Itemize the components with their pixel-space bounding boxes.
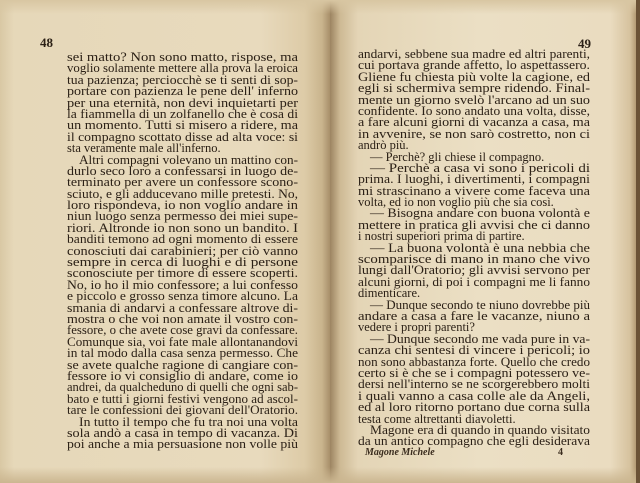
text-line-content: terminato per avere un confessore scono- (67, 175, 298, 190)
text-line-content: smania di andarvi a confessare altrove di- (67, 300, 298, 315)
text-line-content: confidente. Io sono andato una volta, disse, (358, 103, 590, 118)
text-line-content: banditi temono ad ogni momento di essere (67, 232, 298, 247)
text-line-content: — Bisogna andare con buona volontà e (370, 206, 590, 221)
text-line-content: — Perchè a casa vi sono i pericoli di (370, 160, 590, 175)
text-line-content: ed al loro ritorno portano due corna sulla (358, 400, 590, 415)
page-shading (0, 0, 330, 14)
text-line-content: — Perchè? gli chiese il compagno. (370, 149, 545, 164)
text-line-content: a fare alcuni giorni di vacanza a casa, ma (358, 115, 590, 130)
text-line-content: voglio solamente mettere alla prova la eroica (67, 61, 298, 76)
text-line-content: sconosciute per timore di essere scoperti. (67, 266, 298, 281)
text-line-content: se avete qualche ragione di cangiare con- (67, 357, 298, 372)
text-line-content: poi anche a mia persuasione non volle più (67, 437, 298, 452)
text-line-content: portare con pazienza le pene dell' inferno (67, 84, 298, 99)
footer-title: Magone Michele (365, 447, 435, 458)
text-line-content: Magone era di quando in quando visitato (370, 422, 590, 437)
text-line-content: — La buona volontà è una nebbia che (370, 240, 590, 255)
text-line-content: tua pazienza; perciocchè se ti senti di sop- (67, 72, 298, 87)
text-line-content: bato e tutti i giorni festivi vengono ad ascol- (67, 391, 298, 406)
text-line-content: tare le confessioni dei giovani dell'Oratorio. (67, 403, 298, 418)
text-line-content: Altri compagni volevano un mattino con- (79, 152, 298, 167)
text-line-content: andare a casa a fare le vacanze, niuno a (358, 308, 590, 323)
text-line (67, 439, 298, 450)
text-line-content: e piccolo e grosso senza timore alcuno. La (67, 289, 298, 304)
text-line-content: il compagno scottato disse ad alta voce: si (67, 129, 298, 144)
text-line-content: alcuni giorni, di poi i compagni me li fanno (358, 274, 590, 289)
text-line-content: per una eternità, non devi inquietarti per (67, 95, 298, 110)
text-line-content: la fiammella di un zolfanello che è cosa di (67, 106, 298, 121)
page-number: 48 (40, 35, 53, 50)
text-line-content: andrei, da qualcheduno di quelli che ogni sab- (67, 380, 298, 395)
text-line-content: vedere i propri parenti? (358, 320, 475, 335)
text-line-content: — Dunque secondo te niuno dovrebbe più (370, 297, 590, 312)
text-line-content: canza chi sentesi di vincere i pericoli; io (358, 343, 590, 358)
text-line-content: mente un giorno svelò l'arcano ad un suo (358, 92, 590, 107)
text-line-content: sempre in cerca di luoghi e di persone (67, 255, 298, 270)
text-line-content: testa come altrettanti diavoletti. (358, 411, 516, 426)
text-line-content: mi strascinano a vivere come faceva una (358, 183, 590, 198)
text-line-content: dimenticare. (358, 286, 421, 301)
text-line-content: cui portava grande affetto, lo aspettassero. (358, 58, 590, 73)
text-line-content: mettere in pratica gli avvisi che ci danno (358, 217, 590, 232)
text-line-content: andrò più. (358, 138, 409, 153)
body-text (358, 49, 590, 448)
text-line-content: No, io ho il mio confessore; a lui confesso (67, 277, 298, 292)
text-line-content: mostra o che voi non amate il vostro con- (67, 311, 298, 326)
page-shading (330, 0, 636, 14)
text-line-content: non sono abbastanza forte. Quello che credo (358, 354, 590, 369)
text-line-content: In tutto il tempo che fu tra noi una volta (79, 414, 298, 429)
text-line-content: fessore io vi consiglio di andare, come io (67, 368, 298, 383)
text-line-content: da un antico compagno che egli desiderava (358, 434, 590, 449)
text-line-content: lungi dall'Oratorio; gli avvisi servono per (358, 263, 590, 278)
text-line-content: certo si è che se i compagni potessero ve- (358, 365, 590, 380)
text-line (358, 436, 590, 447)
text-line-content: sei matto? Non sono matto, rispose, ma (67, 50, 298, 64)
text-line-content: — Dunque secondo me vada pure in va- (370, 331, 590, 346)
text-line-content: loro rispondeva, io non voglio andare in (67, 198, 298, 213)
text-line-content: durlo seco loro a confessarsi in luogo de- (67, 163, 298, 178)
text-line-content: un momento. Tutti si misero a ridere, ma (67, 118, 298, 133)
signature-mark: 4 (558, 447, 563, 458)
text-line-content: in avvenire, se non sarò costretto, non ci (358, 126, 590, 141)
text-line-content: niun luogo senza permesso dei miei supe- (67, 209, 298, 224)
text-line-content: dersi nell'interno se ne scorgerebbero molti (358, 377, 590, 392)
text-line-content: i nostri superiori prima di partire. (358, 229, 525, 244)
text-line-content: Comunque sia, voi fate male allontanandovi (67, 334, 298, 349)
text-line-content: sola andò a casa in tempo di vacanza. Di (67, 425, 298, 440)
text-line-content: andarvi, sebbene sua madre ed altri parenti, (358, 47, 590, 61)
text-line-content: egli si schermiva sempre ridendo. Final- (358, 81, 590, 96)
text-line-content: Gliene fu chiesta più volte la cagione, ed (358, 69, 590, 84)
text-line-content: prima. I luoghi, i divertimenti, i compagni (358, 172, 590, 187)
text-line-content: volta, ed io non voglio più che sia così. (358, 195, 554, 210)
text-line-content: i quali vanno a casa colle ale da Angeli, (358, 388, 590, 403)
text-line-content: in tal modo dalla casa senza permesso. Che (67, 346, 298, 361)
text-line-content: fessore, o che avete cose gravi da confessare. (67, 323, 298, 338)
page-shading (330, 467, 636, 483)
body-text (67, 52, 298, 451)
text-line-content: riori. Altronde io non sono un bandito. I (67, 220, 298, 235)
right-page (330, 0, 636, 483)
text-line-content: sta veramente male all'inferno. (67, 141, 221, 156)
page-number: 49 (578, 36, 591, 51)
text-line-content: sciuto, e gli adducevano mille pretesti. No, (67, 186, 298, 201)
text-line-content: scomparisce di mano in mano che vivo (358, 252, 590, 267)
text-line-content: conosciuti dai carabinieri; per ciò vanno (67, 243, 298, 258)
page-shading (0, 467, 330, 483)
